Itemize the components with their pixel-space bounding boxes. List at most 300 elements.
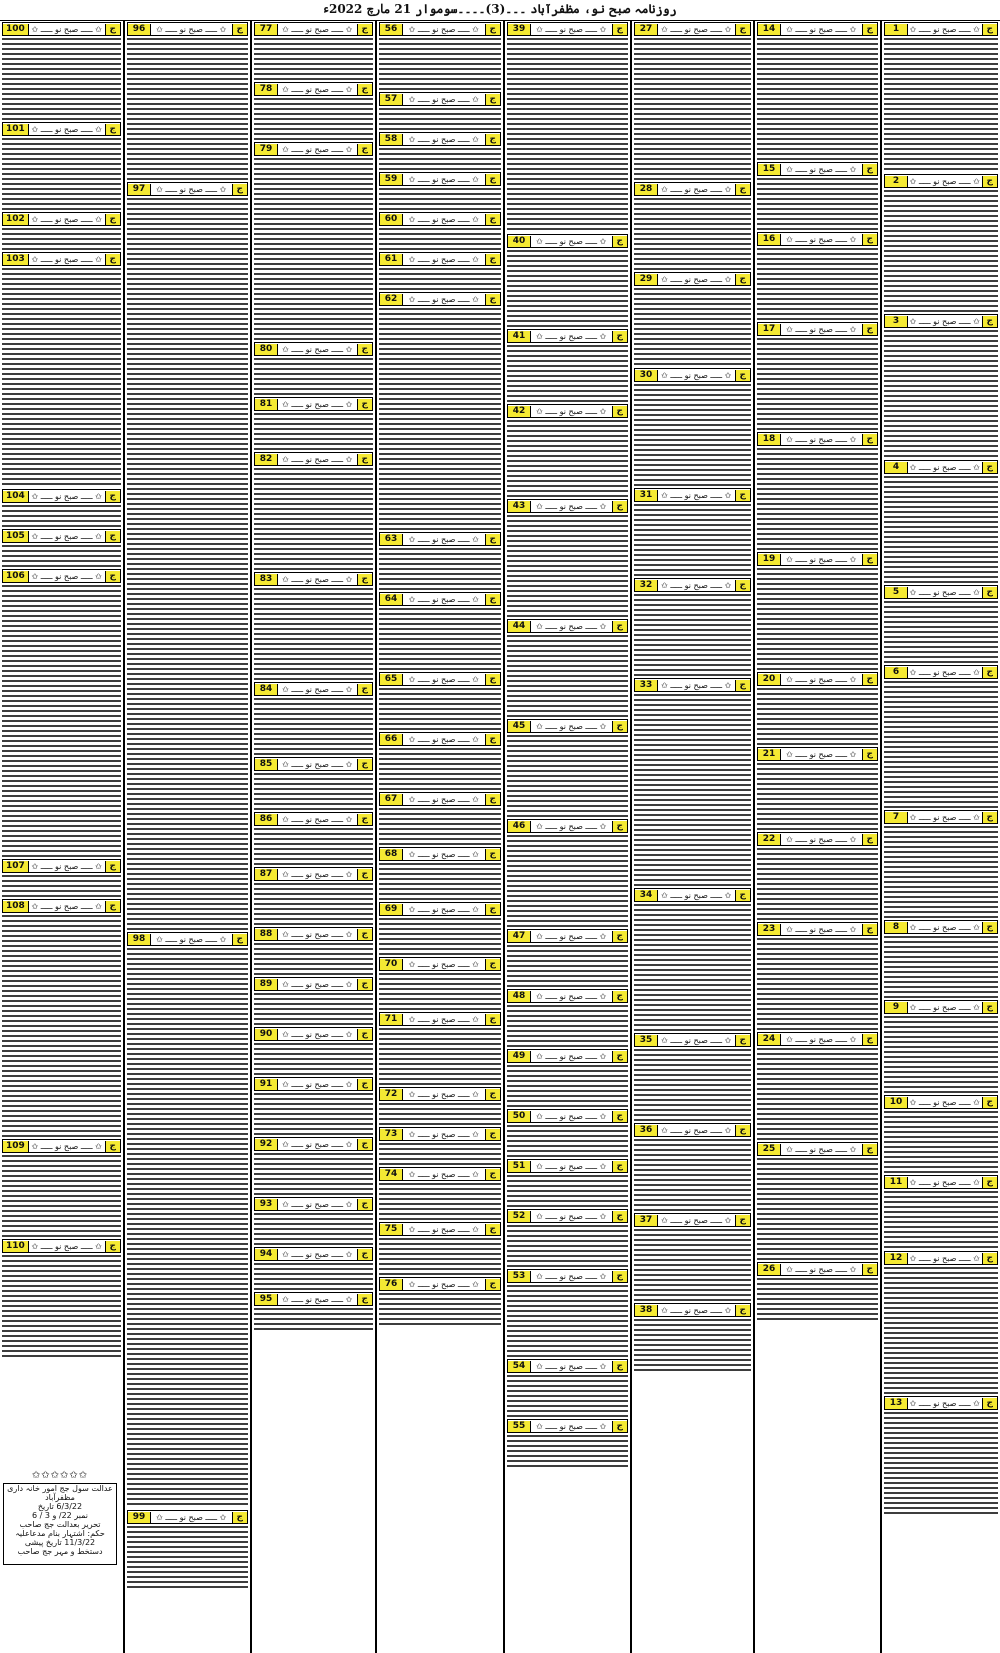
logo-icon: ج bbox=[485, 959, 501, 970]
logo-icon: ج bbox=[735, 1035, 751, 1046]
news-banner: ✩ ـــــ صبح نو ـــــ ✩ bbox=[909, 922, 980, 932]
news-item-number: 49 bbox=[508, 1051, 531, 1062]
news-item-number: 65 bbox=[380, 674, 403, 685]
news-item-header bbox=[2, 122, 121, 136]
urdu-text-lines bbox=[507, 1065, 628, 1107]
news-item-number: 35 bbox=[635, 1035, 658, 1046]
logo-icon: ج bbox=[485, 794, 501, 805]
logo-icon: ج bbox=[735, 890, 751, 901]
news-item-number: 73 bbox=[380, 1129, 403, 1140]
urdu-text-lines bbox=[757, 38, 878, 160]
urdu-text-lines bbox=[507, 1435, 628, 1467]
news-banner: ✩ ـــــ صبح نو ـــــ ✩ bbox=[661, 490, 732, 500]
news-item-body bbox=[757, 178, 878, 230]
logo-icon: ج bbox=[735, 490, 751, 501]
news-banner: ✩ ـــــ صبح نو ـــــ ✩ bbox=[536, 236, 607, 246]
news-item bbox=[757, 670, 878, 745]
urdu-text-lines bbox=[634, 594, 751, 676]
news-item-header bbox=[254, 927, 373, 941]
urdu-text-lines bbox=[254, 413, 373, 450]
urdu-text-lines bbox=[507, 1285, 628, 1357]
news-banner: ✩ ـــــ صبح نو ـــــ ✩ bbox=[786, 1034, 857, 1044]
news-item-number: 46 bbox=[508, 821, 531, 832]
logo-icon: ج bbox=[735, 580, 751, 591]
urdu-text-lines bbox=[884, 1191, 998, 1249]
news-item bbox=[634, 676, 751, 886]
logo-icon: ج bbox=[735, 1215, 751, 1226]
news-item-body bbox=[757, 568, 878, 670]
news-item-header bbox=[379, 22, 501, 36]
news-item-header bbox=[634, 22, 751, 36]
news-banner: ✩ ـــــ صبح نو ـــــ ✩ bbox=[661, 274, 732, 284]
logo-icon: ج bbox=[357, 1249, 373, 1260]
urdu-text-lines bbox=[379, 188, 501, 210]
logo-icon: ج bbox=[982, 922, 998, 933]
news-banner: ✩ ـــــ صبح نو ـــــ ✩ bbox=[408, 254, 479, 264]
news-banner: ✩ ـــــ صبح نو ـــــ ✩ bbox=[282, 684, 353, 694]
news-item bbox=[2, 857, 121, 897]
news-item bbox=[254, 925, 373, 975]
news-item bbox=[254, 20, 373, 80]
news-item-body bbox=[2, 915, 121, 1137]
news-item-number: 42 bbox=[508, 406, 531, 417]
news-banner: ✩ ـــــ صبح نو ـــــ ✩ bbox=[536, 621, 607, 631]
news-item-body bbox=[2, 268, 121, 487]
news-item-number: 50 bbox=[508, 1111, 531, 1122]
news-item-number: 96 bbox=[128, 24, 151, 35]
news-item-body bbox=[634, 504, 751, 576]
news-banner: ✩ ـــــ صبح نو ـــــ ✩ bbox=[282, 929, 353, 939]
urdu-text-lines bbox=[634, 904, 751, 1031]
urdu-text-lines bbox=[254, 98, 373, 140]
news-item bbox=[379, 790, 501, 845]
news-item-header bbox=[757, 232, 878, 246]
urdu-text-lines bbox=[507, 1375, 628, 1417]
news-item-header bbox=[507, 1419, 628, 1433]
news-banner: ✩ ـــــ صبح نو ـــــ ✩ bbox=[786, 674, 857, 684]
news-item-number: 100 bbox=[3, 24, 29, 35]
news-banner: ✩ ـــــ صبح نو ـــــ ✩ bbox=[536, 501, 607, 511]
urdu-text-lines bbox=[884, 601, 998, 663]
urdu-text-lines bbox=[379, 548, 501, 590]
urdu-text-lines bbox=[2, 585, 121, 857]
news-item-number: 38 bbox=[635, 1305, 658, 1316]
logo-icon: ج bbox=[982, 1097, 998, 1108]
news-item bbox=[507, 717, 628, 817]
news-item-number: 26 bbox=[758, 1264, 781, 1275]
urdu-text-lines bbox=[379, 1183, 501, 1220]
logo-icon: ج bbox=[982, 1177, 998, 1188]
news-banner: ✩ ـــــ صبح نو ـــــ ✩ bbox=[786, 434, 857, 444]
news-item-body bbox=[757, 688, 878, 745]
news-banner: ✩ ـــــ صبح نو ـــــ ✩ bbox=[786, 924, 857, 934]
news-item-header bbox=[379, 532, 501, 546]
urdu-text-lines bbox=[634, 384, 751, 486]
news-item-body bbox=[507, 1285, 628, 1357]
news-item-number: 36 bbox=[635, 1125, 658, 1136]
news-item-body bbox=[254, 828, 373, 865]
urdu-text-lines bbox=[634, 1139, 751, 1211]
urdu-text-lines bbox=[127, 38, 248, 180]
news-item bbox=[254, 570, 373, 680]
logo-icon: ج bbox=[862, 674, 878, 685]
logo-icon: ج bbox=[357, 84, 373, 95]
news-item bbox=[757, 830, 878, 920]
news-item bbox=[2, 567, 121, 857]
urdu-text-lines bbox=[507, 835, 628, 927]
news-item-body bbox=[507, 38, 628, 232]
news-item bbox=[379, 1125, 501, 1165]
logo-icon: ج bbox=[612, 501, 628, 512]
news-item-header bbox=[634, 182, 751, 196]
news-item-header bbox=[757, 832, 878, 846]
news-banner: ✩ ـــــ صبح نو ـــــ ✩ bbox=[282, 1249, 353, 1259]
urdu-text-lines bbox=[884, 1111, 998, 1173]
news-item-body bbox=[254, 943, 373, 975]
logo-icon: ج bbox=[862, 1144, 878, 1155]
news-item-body bbox=[507, 945, 628, 987]
logo-icon: ج bbox=[357, 24, 373, 35]
news-banner: ✩ ـــــ صبح نو ـــــ ✩ bbox=[408, 734, 479, 744]
news-item-number: 48 bbox=[508, 991, 531, 1002]
urdu-text-lines bbox=[254, 1093, 373, 1135]
news-item-body bbox=[634, 288, 751, 366]
news-banner: ✩ ـــــ صبح نو ـــــ ✩ bbox=[408, 534, 479, 544]
urdu-text-lines bbox=[507, 635, 628, 717]
news-item-number: 6 bbox=[885, 667, 908, 678]
news-item-number: 90 bbox=[255, 1029, 278, 1040]
logo-icon: ج bbox=[612, 1211, 628, 1222]
news-item-header bbox=[254, 572, 373, 586]
logo-icon: ج bbox=[982, 812, 998, 823]
news-item-body bbox=[2, 505, 121, 527]
news-item-body bbox=[884, 1191, 998, 1249]
news-item-body bbox=[254, 1043, 373, 1075]
news-item-body bbox=[254, 588, 373, 680]
news-item bbox=[634, 486, 751, 576]
news-item-body bbox=[507, 515, 628, 617]
news-item bbox=[884, 20, 998, 172]
logo-icon: ج bbox=[862, 554, 878, 565]
news-item-number: 43 bbox=[508, 501, 531, 512]
news-item bbox=[757, 20, 878, 160]
urdu-text-lines bbox=[254, 468, 373, 570]
logo-icon: ج bbox=[485, 534, 501, 545]
court-notice-lines bbox=[4, 1484, 116, 1556]
news-item-body bbox=[379, 918, 501, 955]
news-item bbox=[254, 1245, 373, 1290]
news-item-number: 11 bbox=[885, 1177, 908, 1188]
news-item-header bbox=[757, 672, 878, 686]
news-item bbox=[884, 1394, 998, 1514]
news-item bbox=[634, 886, 751, 1031]
urdu-text-lines bbox=[254, 828, 373, 865]
urdu-text-lines bbox=[757, 448, 878, 550]
news-item bbox=[254, 1075, 373, 1135]
news-banner: ✩ ـــــ صبح نو ـــــ ✩ bbox=[909, 1398, 980, 1408]
news-item-number: 95 bbox=[255, 1294, 278, 1305]
news-item-number: 21 bbox=[758, 749, 781, 760]
logo-icon: ج bbox=[612, 406, 628, 417]
urdu-text-lines bbox=[254, 1308, 373, 1330]
news-item bbox=[507, 617, 628, 717]
news-banner: ✩ ـــــ صبح نو ـــــ ✩ bbox=[408, 1014, 479, 1024]
news-banner: ✩ ـــــ صبح نو ـــــ ✩ bbox=[909, 587, 980, 597]
urdu-text-lines bbox=[2, 875, 121, 897]
news-item-body bbox=[884, 330, 998, 458]
urdu-text-lines bbox=[884, 1016, 998, 1093]
urdu-text-lines bbox=[127, 1526, 248, 1588]
notice-line: عدالت سول جج امور خانہ داری مظفرآباد bbox=[7, 1484, 113, 1502]
logo-icon: ج bbox=[485, 174, 501, 185]
logo-icon: ج bbox=[862, 1264, 878, 1275]
urdu-text-lines bbox=[757, 1048, 878, 1140]
news-item bbox=[757, 920, 878, 1030]
news-banner: ✩ ـــــ صبح نو ـــــ ✩ bbox=[31, 254, 102, 264]
news-banner: ✩ ـــــ صبح نو ـــــ ✩ bbox=[536, 1161, 607, 1171]
news-item-body bbox=[2, 1255, 121, 1357]
logo-icon: ج bbox=[982, 1253, 998, 1264]
news-item-body bbox=[379, 688, 501, 730]
urdu-text-lines bbox=[379, 918, 501, 955]
news-banner: ✩ ـــــ صبح نو ـــــ ✩ bbox=[909, 1097, 980, 1107]
news-item-body bbox=[254, 993, 373, 1025]
logo-icon: ج bbox=[612, 1361, 628, 1372]
news-banner: ✩ ـــــ صبح نو ـــــ ✩ bbox=[282, 574, 353, 584]
news-banner: ✩ ـــــ صبح نو ـــــ ✩ bbox=[408, 174, 479, 184]
news-item-body bbox=[254, 698, 373, 755]
news-item-header bbox=[634, 678, 751, 692]
urdu-text-lines bbox=[634, 694, 751, 886]
urdu-text-lines bbox=[634, 288, 751, 366]
news-banner: ✩ ـــــ صبح نو ـــــ ✩ bbox=[156, 1512, 227, 1522]
news-banner: ✩ ـــــ صبح نو ـــــ ✩ bbox=[408, 24, 479, 34]
logo-icon: ج bbox=[232, 184, 248, 195]
news-item-number: 37 bbox=[635, 1215, 658, 1226]
news-item-body bbox=[884, 1412, 998, 1514]
news-item bbox=[884, 1173, 998, 1249]
news-item-number: 24 bbox=[758, 1034, 781, 1045]
news-item-number: 16 bbox=[758, 234, 781, 245]
news-item-number: 30 bbox=[635, 370, 658, 381]
news-item-number: 20 bbox=[758, 674, 781, 685]
news-item-number: 12 bbox=[885, 1253, 908, 1264]
news-banner: ✩ ـــــ صبح نو ـــــ ✩ bbox=[661, 1125, 732, 1135]
news-item bbox=[2, 210, 121, 250]
urdu-text-lines bbox=[507, 735, 628, 817]
news-item-body bbox=[634, 198, 751, 270]
news-item-number: 93 bbox=[255, 1199, 278, 1210]
news-item-number: 80 bbox=[255, 344, 278, 355]
news-item-number: 4 bbox=[885, 462, 908, 473]
news-item-body bbox=[507, 250, 628, 327]
news-banner: ✩ ـــــ صبح نو ـــــ ✩ bbox=[31, 901, 102, 911]
news-item-number: 58 bbox=[380, 134, 403, 145]
news-item-body bbox=[757, 338, 878, 430]
news-item bbox=[254, 140, 373, 340]
urdu-text-lines bbox=[634, 1049, 751, 1121]
logo-icon: ج bbox=[485, 674, 501, 685]
logo-icon: ج bbox=[105, 214, 121, 225]
news-item-header bbox=[2, 212, 121, 226]
news-item bbox=[507, 402, 628, 497]
news-item-body bbox=[884, 38, 998, 172]
news-item-body bbox=[2, 1155, 121, 1237]
news-item bbox=[379, 250, 501, 290]
logo-icon: ج bbox=[105, 254, 121, 265]
news-item-number: 7 bbox=[885, 812, 908, 823]
urdu-text-lines bbox=[379, 1103, 501, 1125]
news-banner: ✩ ـــــ صبح نو ـــــ ✩ bbox=[31, 124, 102, 134]
news-item bbox=[757, 1030, 878, 1140]
news-item bbox=[379, 590, 501, 670]
news-banner: ✩ ـــــ صبح نو ـــــ ✩ bbox=[408, 214, 479, 224]
news-banner: ✩ ـــــ صبح نو ـــــ ✩ bbox=[536, 991, 607, 1001]
news-banner: ✩ ـــــ صبح نو ـــــ ✩ bbox=[408, 1279, 479, 1289]
news-item-number: 1 bbox=[885, 24, 908, 35]
news-column-4 bbox=[503, 20, 630, 1653]
news-item-body bbox=[507, 835, 628, 927]
news-item-header bbox=[884, 1095, 998, 1109]
news-item-header bbox=[254, 812, 373, 826]
news-item bbox=[254, 865, 373, 925]
logo-icon: ج bbox=[357, 1294, 373, 1305]
logo-icon: ج bbox=[982, 316, 998, 327]
urdu-text-lines bbox=[757, 763, 878, 830]
urdu-text-lines bbox=[379, 608, 501, 670]
news-item-header bbox=[507, 234, 628, 248]
news-item-number: 105 bbox=[3, 531, 29, 542]
urdu-text-lines bbox=[254, 1213, 373, 1245]
news-banner: ✩ ـــــ صبح نو ـــــ ✩ bbox=[282, 24, 353, 34]
news-column-5 bbox=[375, 20, 503, 1653]
news-item bbox=[379, 20, 501, 90]
news-item-header bbox=[2, 529, 121, 543]
news-item-body bbox=[254, 158, 373, 340]
news-item-body bbox=[2, 875, 121, 897]
news-item-body bbox=[379, 1293, 501, 1325]
urdu-text-lines bbox=[379, 148, 501, 170]
urdu-text-lines bbox=[507, 1175, 628, 1207]
news-item-body bbox=[757, 1048, 878, 1140]
logo-icon: ج bbox=[485, 1014, 501, 1025]
news-item bbox=[507, 817, 628, 927]
news-item bbox=[634, 1031, 751, 1121]
news-item-number: 17 bbox=[758, 324, 781, 335]
logo-icon: ج bbox=[485, 734, 501, 745]
news-item-header bbox=[884, 22, 998, 36]
news-item-number: 64 bbox=[380, 594, 403, 605]
news-item-header bbox=[379, 132, 501, 146]
news-item-header bbox=[254, 22, 373, 36]
news-item-header bbox=[254, 977, 373, 991]
logo-icon: ج bbox=[357, 1079, 373, 1090]
urdu-text-lines bbox=[379, 228, 501, 250]
news-item-header bbox=[2, 252, 121, 266]
news-banner: ✩ ـــــ صبح نو ـــــ ✩ bbox=[282, 1199, 353, 1209]
logo-icon: ج bbox=[105, 24, 121, 35]
news-item-body bbox=[2, 228, 121, 250]
notice-line: 6/3/22 تاریخ bbox=[37, 1502, 83, 1511]
news-item-number: 91 bbox=[255, 1079, 278, 1090]
news-item-header bbox=[379, 92, 501, 106]
news-item-number: 27 bbox=[635, 24, 658, 35]
news-banner: ✩ ـــــ صبح نو ـــــ ✩ bbox=[408, 674, 479, 684]
news-item-header bbox=[757, 922, 878, 936]
news-item bbox=[507, 232, 628, 327]
news-item-header bbox=[634, 1033, 751, 1047]
news-item-body bbox=[379, 148, 501, 170]
news-banner: ✩ ـــــ صبح نو ـــــ ✩ bbox=[408, 94, 479, 104]
news-item-body bbox=[634, 384, 751, 486]
news-item bbox=[379, 290, 501, 530]
news-item-header bbox=[254, 82, 373, 96]
logo-icon: ج bbox=[357, 1139, 373, 1150]
logo-icon: ج bbox=[982, 462, 998, 473]
news-item-header bbox=[884, 174, 998, 188]
news-item-body bbox=[254, 413, 373, 450]
news-item-number: 14 bbox=[758, 24, 781, 35]
news-item-body bbox=[507, 735, 628, 817]
logo-icon: ج bbox=[612, 991, 628, 1002]
news-item-header bbox=[507, 404, 628, 418]
news-item-header bbox=[757, 747, 878, 761]
logo-icon: ج bbox=[485, 849, 501, 860]
news-item-header bbox=[757, 1142, 878, 1156]
news-item-body bbox=[884, 1016, 998, 1093]
news-item-number: 44 bbox=[508, 621, 531, 632]
news-banner: ✩ ـــــ صبح نو ـــــ ✩ bbox=[786, 1144, 857, 1154]
logo-icon: ج bbox=[982, 1398, 998, 1409]
news-banner: ✩ ـــــ صبح نو ـــــ ✩ bbox=[156, 24, 227, 34]
news-banner: ✩ ـــــ صبح نو ـــــ ✩ bbox=[661, 580, 732, 590]
news-banner: ✩ ـــــ صبح نو ـــــ ✩ bbox=[282, 1079, 353, 1089]
news-item bbox=[634, 1211, 751, 1301]
news-banner: ✩ ـــــ صبح نو ـــــ ✩ bbox=[536, 1051, 607, 1061]
news-item-body bbox=[254, 1263, 373, 1290]
news-item-body bbox=[757, 1158, 878, 1260]
news-item bbox=[127, 180, 248, 930]
news-item-header bbox=[884, 1000, 998, 1014]
news-item-header bbox=[379, 732, 501, 746]
news-item-number: 29 bbox=[635, 274, 658, 285]
news-item-header bbox=[2, 859, 121, 873]
news-item-body bbox=[884, 936, 998, 998]
urdu-text-lines bbox=[884, 681, 998, 808]
news-item-header bbox=[254, 1197, 373, 1211]
logo-icon: ج bbox=[357, 814, 373, 825]
news-item bbox=[379, 530, 501, 590]
news-item-body bbox=[757, 38, 878, 160]
news-item-number: 83 bbox=[255, 574, 278, 585]
news-item bbox=[757, 430, 878, 550]
news-banner: ✩ ـــــ صبح نو ـــــ ✩ bbox=[282, 1294, 353, 1304]
logo-icon: ج bbox=[485, 1224, 501, 1235]
news-column-7 bbox=[123, 20, 250, 1653]
logo-icon: ج bbox=[357, 454, 373, 465]
news-item-header bbox=[634, 1213, 751, 1227]
news-item bbox=[507, 1417, 628, 1467]
urdu-text-lines bbox=[379, 108, 501, 130]
news-item bbox=[884, 172, 998, 312]
urdu-text-lines bbox=[254, 943, 373, 975]
news-item-header bbox=[379, 592, 501, 606]
news-item-body bbox=[634, 1319, 751, 1371]
urdu-text-lines bbox=[379, 268, 501, 290]
urdu-text-lines bbox=[2, 268, 121, 487]
news-item-number: 71 bbox=[380, 1014, 403, 1025]
news-item-header bbox=[254, 397, 373, 411]
